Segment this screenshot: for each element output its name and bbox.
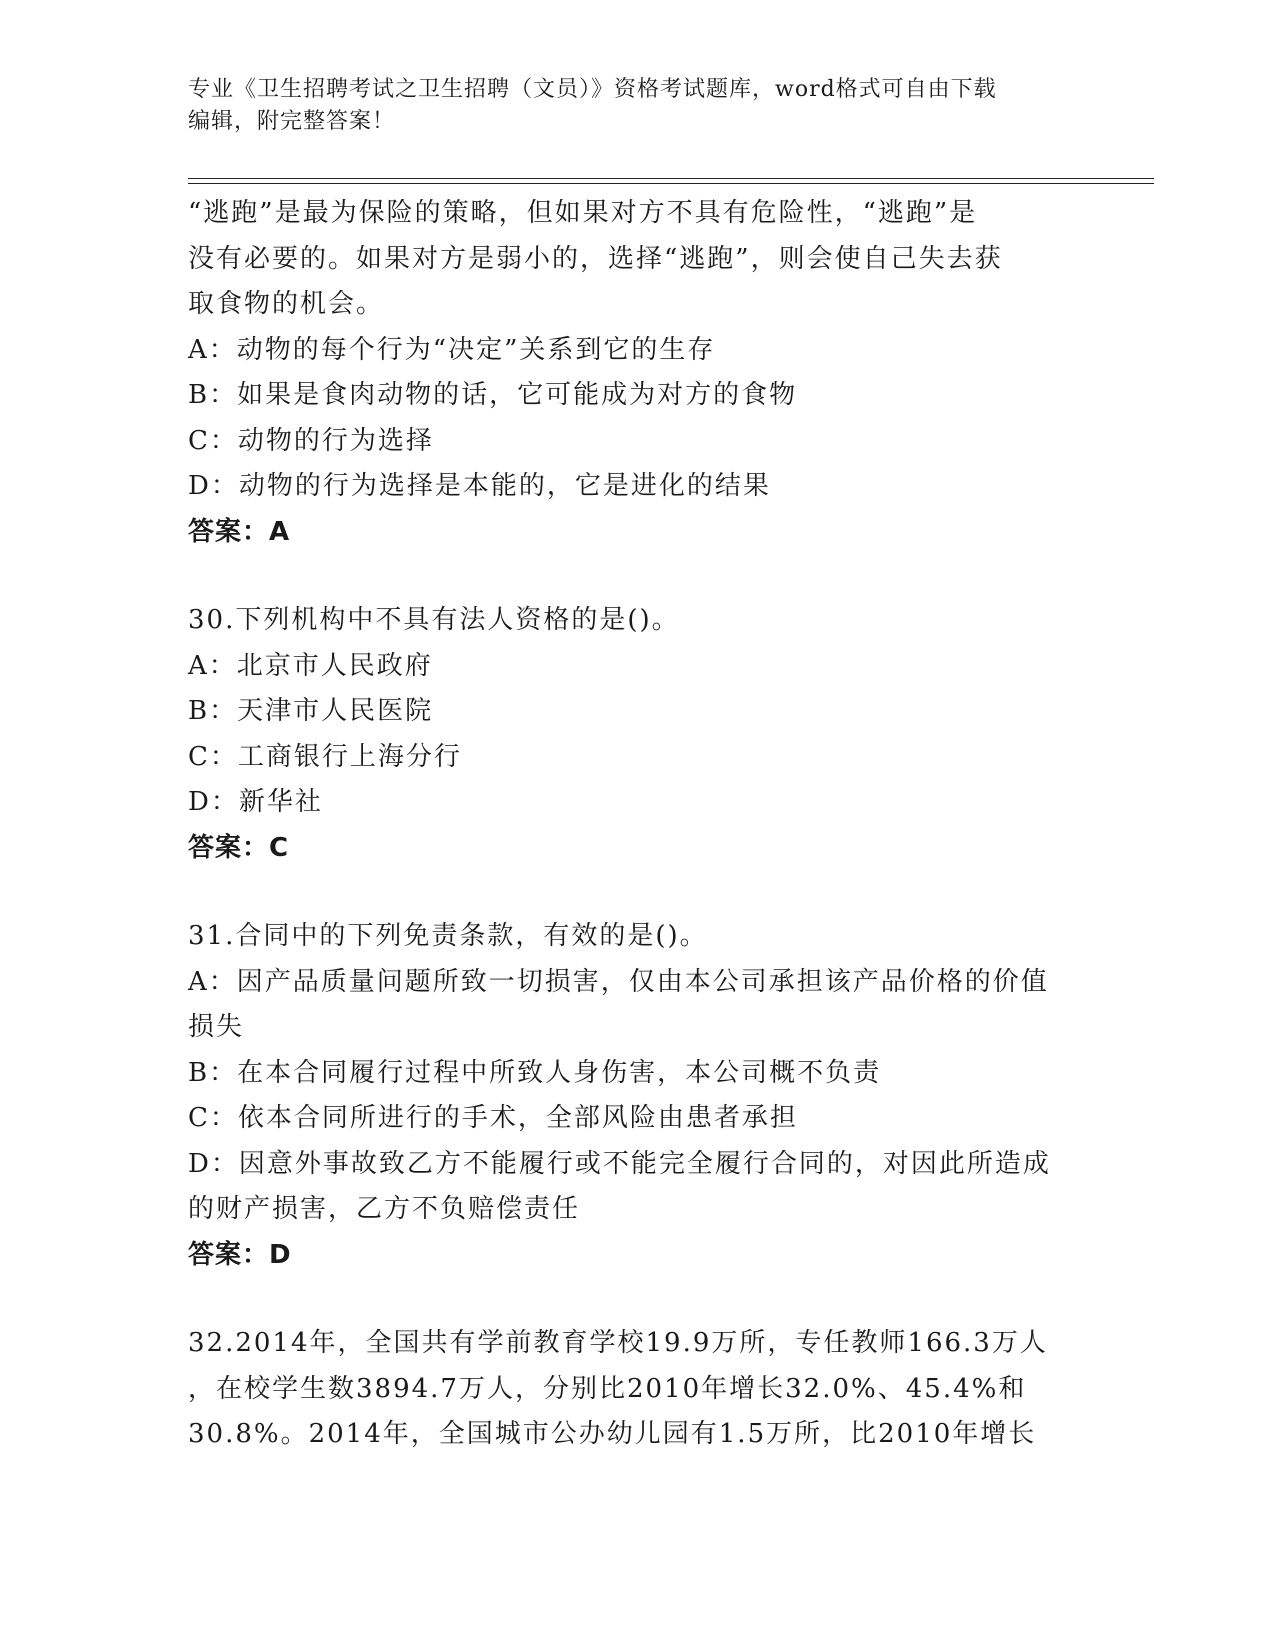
- question-30: [188, 598, 1088, 871]
- option-a: A：动物的每个行为“决定”关系到它的生存: [188, 334, 716, 365]
- option-c: C：动物的行为选择: [188, 425, 434, 456]
- question-31: [188, 914, 1088, 1278]
- option-c: C：工商银行上海分行: [188, 741, 462, 772]
- option-d-continued: 的财产损害，乙方不负赔偿责任: [188, 1194, 581, 1224]
- question-stem-line: 32.2014年，全国共有学前教育学校19.9万所，专任教师166.3万人: [188, 1328, 1048, 1358]
- option-a: A：北京市人民政府: [188, 650, 433, 681]
- spacer: [188, 871, 1088, 914]
- spacer: [188, 1278, 1088, 1321]
- question-stem-line: 取食物的机会。: [188, 289, 385, 319]
- option-d: D：新华社: [188, 787, 323, 817]
- question-stem-line: 31.合同中的下列免责条款，有效的是()。: [188, 921, 708, 951]
- document-body: [188, 191, 1088, 1458]
- question-stem-line: “逃跑”是最为保险的策略，但如果对方不具有危险性，“逃跑”是: [188, 198, 978, 228]
- option-b: B：在本合同履行过程中所致人身伤害，本公司概不负责: [188, 1057, 882, 1088]
- option-a: A：因产品质量问题所致一切损害，仅由本公司承担该产品价格的价值: [188, 966, 1049, 997]
- header-line-2: 编辑，附完整答案！: [188, 109, 396, 134]
- question-stem-line: 没有必要的。如果对方是弱小的，选择“逃跑”，则会使自己失去获: [188, 243, 1003, 274]
- header-line-1: 专业《卫生招聘考试之卫生招聘（文员）》资格考试题库，word格式可自由下载: [188, 77, 997, 102]
- option-a-continued: 损失: [188, 1012, 245, 1042]
- option-b: B：如果是食肉动物的话，它可能成为对方的食物: [188, 380, 798, 410]
- question-29: [188, 191, 1088, 555]
- question-stem-line: ，在校学生数3894.7万人，分别比2010年增长32.0%、45.4%和: [188, 1373, 1027, 1404]
- option-c: C：依本合同所进行的手术，全部风险由患者承担: [188, 1103, 798, 1133]
- answer-label: 答案：A: [188, 516, 291, 547]
- header-divider-top: [188, 178, 1154, 179]
- option-b: B：天津市人民医院: [188, 696, 434, 726]
- document-header: [188, 74, 1088, 138]
- question-stem-line: 30.8%。2014年，全国城市公办幼儿园有1.5万所，比2010年增长: [188, 1419, 1037, 1449]
- header-divider-bottom: [188, 183, 1154, 184]
- option-d: D：因意外事故致乙方不能履行或不能完全履行合同的，对因此所造成: [188, 1148, 1051, 1179]
- question-32: [188, 1321, 1088, 1458]
- spacer: [188, 555, 1088, 598]
- option-d: D：动物的行为选择是本能的，它是进化的结果: [188, 471, 771, 501]
- answer-label: 答案：C: [188, 832, 290, 863]
- question-stem-line: 30.下列机构中不具有法人资格的是()。: [188, 605, 680, 635]
- answer-label: 答案：D: [188, 1239, 292, 1270]
